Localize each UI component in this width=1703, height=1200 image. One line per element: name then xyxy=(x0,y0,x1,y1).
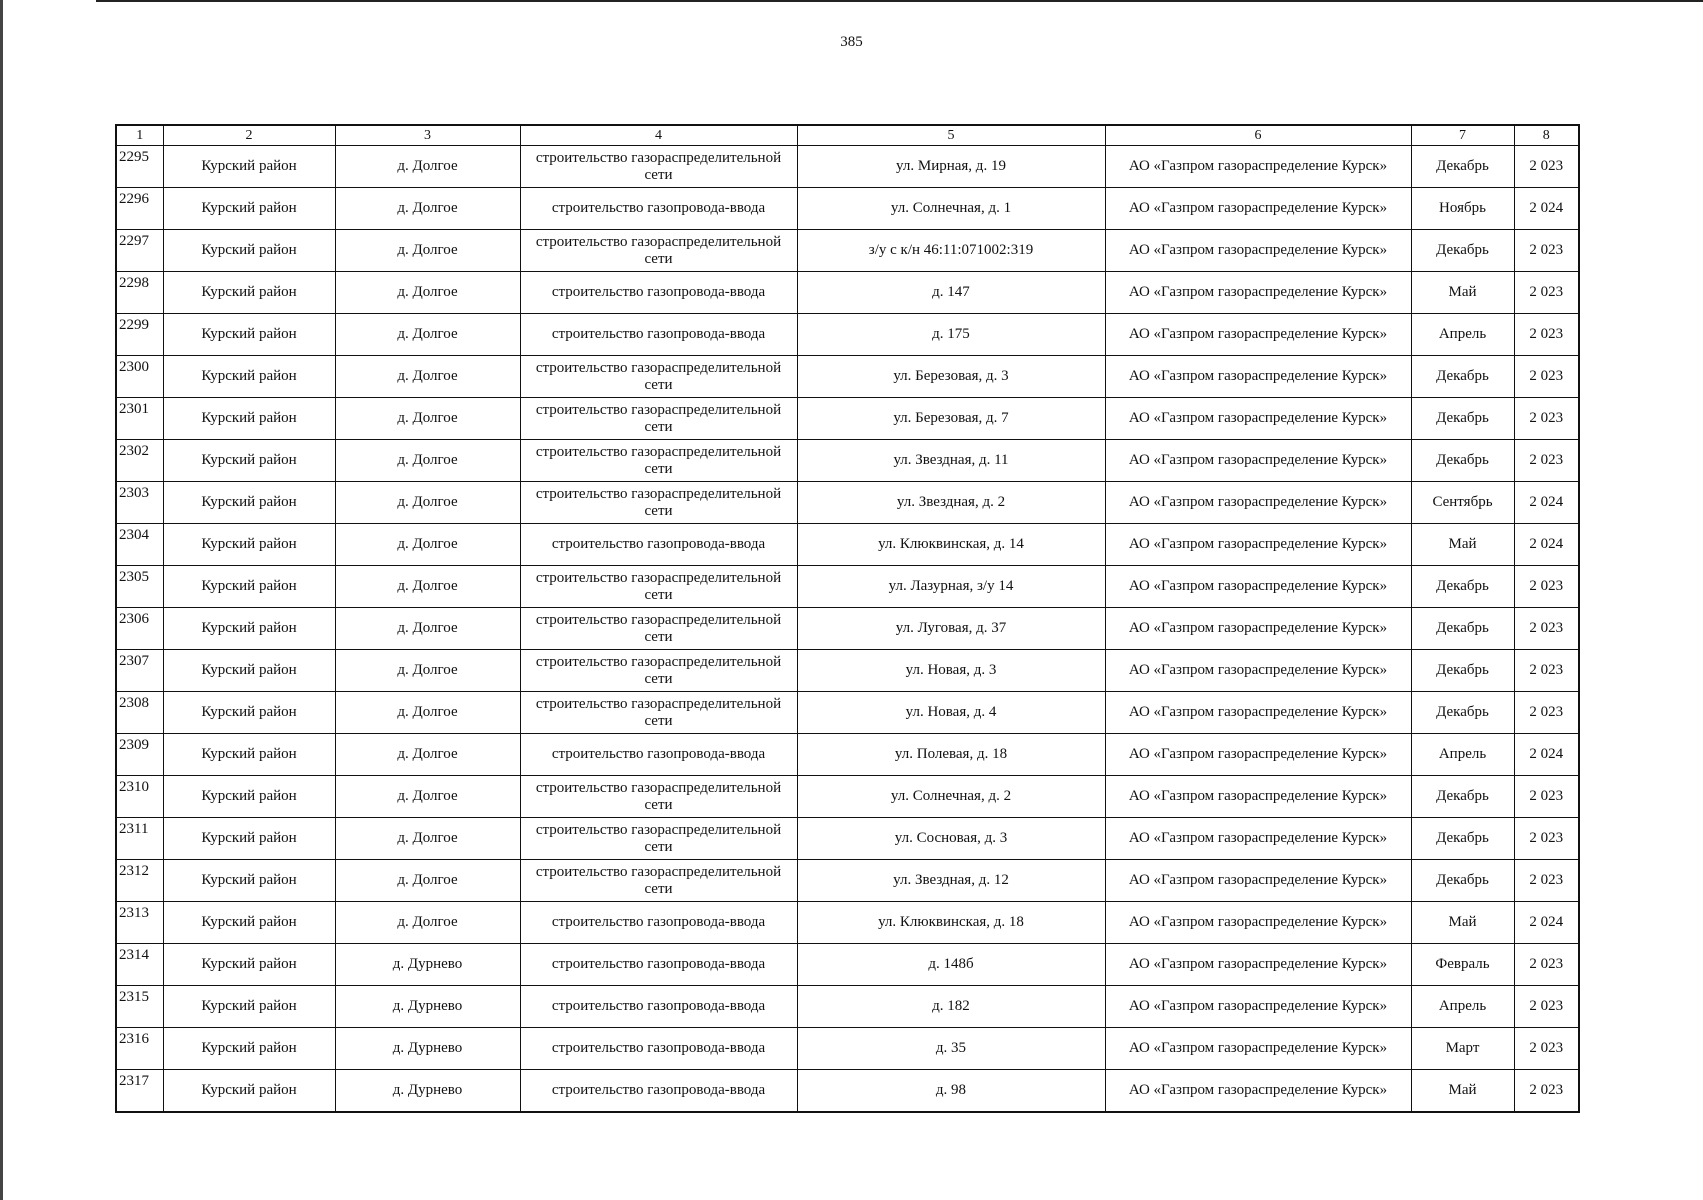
table-row xyxy=(116,524,1579,566)
table-row xyxy=(116,230,1579,272)
row-number-cell: 2314 xyxy=(116,944,163,986)
district-cell: Курский район xyxy=(163,146,335,188)
settlement-cell: д. Долгое xyxy=(335,524,520,566)
work-type-cell: строительство газопровода-ввода xyxy=(520,272,797,314)
settlement-cell: д. Долгое xyxy=(335,230,520,272)
settlement-cell: д. Долгое xyxy=(335,860,520,902)
settlement-cell: д. Долгое xyxy=(335,650,520,692)
table-row xyxy=(116,314,1579,356)
month-cell: Декабрь xyxy=(1411,566,1514,608)
year-cell: 2 023 xyxy=(1514,818,1579,860)
year-cell: 2 023 xyxy=(1514,608,1579,650)
organization-cell: АО «Газпром газораспределение Курск» xyxy=(1105,818,1411,860)
row-number-cell: 2313 xyxy=(116,902,163,944)
work-type-cell: строительство газопровода-ввода xyxy=(520,314,797,356)
row-number-cell: 2295 xyxy=(116,146,163,188)
settlement-cell: д. Долгое xyxy=(335,272,520,314)
district-cell: Курский район xyxy=(163,482,335,524)
settlement-cell: д. Долгое xyxy=(335,566,520,608)
district-cell: Курский район xyxy=(163,230,335,272)
district-cell: Курский район xyxy=(163,902,335,944)
address-cell: ул. Луговая, д. 37 xyxy=(797,608,1105,650)
row-number-cell: 2303 xyxy=(116,482,163,524)
settlement-cell: д. Долгое xyxy=(335,818,520,860)
month-cell: Декабрь xyxy=(1411,356,1514,398)
month-cell: Апрель xyxy=(1411,986,1514,1028)
work-type-cell: строительство газораспределительной сети xyxy=(520,566,797,608)
table-row xyxy=(116,734,1579,776)
year-cell: 2 023 xyxy=(1514,146,1579,188)
district-cell: Курский район xyxy=(163,1028,335,1070)
organization-cell: АО «Газпром газораспределение Курск» xyxy=(1105,734,1411,776)
work-type-cell: строительство газораспределительной сети xyxy=(520,440,797,482)
table-row xyxy=(116,440,1579,482)
settlement-cell: д. Долгое xyxy=(335,902,520,944)
row-number-cell: 2296 xyxy=(116,188,163,230)
month-cell: Апрель xyxy=(1411,314,1514,356)
table-row xyxy=(116,944,1579,986)
organization-cell: АО «Газпром газораспределение Курск» xyxy=(1105,902,1411,944)
work-type-cell: строительство газопровода-ввода xyxy=(520,734,797,776)
district-cell: Курский район xyxy=(163,776,335,818)
district-cell: Курский район xyxy=(163,356,335,398)
organization-cell: АО «Газпром газораспределение Курск» xyxy=(1105,650,1411,692)
column-header: 8 xyxy=(1514,125,1579,146)
settlement-cell: д. Долгое xyxy=(335,608,520,650)
month-cell: Декабрь xyxy=(1411,860,1514,902)
work-type-cell: строительство газораспределительной сети xyxy=(520,860,797,902)
settlement-cell: д. Долгое xyxy=(335,314,520,356)
table-row xyxy=(116,692,1579,734)
year-cell: 2 023 xyxy=(1514,1070,1579,1113)
district-cell: Курский район xyxy=(163,398,335,440)
work-type-cell: строительство газораспределительной сети xyxy=(520,356,797,398)
table-row xyxy=(116,272,1579,314)
address-cell: ул. Звездная, д. 2 xyxy=(797,482,1105,524)
year-cell: 2 023 xyxy=(1514,440,1579,482)
organization-cell: АО «Газпром газораспределение Курск» xyxy=(1105,188,1411,230)
work-type-cell: строительство газопровода-ввода xyxy=(520,1070,797,1113)
address-cell: ул. Лазурная, з/у 14 xyxy=(797,566,1105,608)
row-number-cell: 2312 xyxy=(116,860,163,902)
organization-cell: АО «Газпром газораспределение Курск» xyxy=(1105,314,1411,356)
top-rule xyxy=(96,0,1703,2)
address-cell: д. 148б xyxy=(797,944,1105,986)
organization-cell: АО «Газпром газораспределение Курск» xyxy=(1105,566,1411,608)
district-cell: Курский район xyxy=(163,734,335,776)
month-cell: Май xyxy=(1411,1070,1514,1113)
district-cell: Курский район xyxy=(163,1070,335,1113)
address-cell: ул. Новая, д. 3 xyxy=(797,650,1105,692)
month-cell: Сентябрь xyxy=(1411,482,1514,524)
year-cell: 2 023 xyxy=(1514,692,1579,734)
year-cell: 2 023 xyxy=(1514,944,1579,986)
work-type-cell: строительство газопровода-ввода xyxy=(520,902,797,944)
month-cell: Май xyxy=(1411,272,1514,314)
column-header: 3 xyxy=(335,125,520,146)
row-number-cell: 2299 xyxy=(116,314,163,356)
month-cell: Ноябрь xyxy=(1411,188,1514,230)
work-type-cell: строительство газопровода-ввода xyxy=(520,986,797,1028)
district-cell: Курский район xyxy=(163,566,335,608)
table-row xyxy=(116,776,1579,818)
address-cell: ул. Мирная, д. 19 xyxy=(797,146,1105,188)
work-type-cell: строительство газораспределительной сети xyxy=(520,818,797,860)
row-number-cell: 2304 xyxy=(116,524,163,566)
month-cell: Декабрь xyxy=(1411,692,1514,734)
district-cell: Курский район xyxy=(163,524,335,566)
row-number-cell: 2298 xyxy=(116,272,163,314)
register-table xyxy=(115,124,1580,1113)
address-cell: ул. Клюквинская, д. 14 xyxy=(797,524,1105,566)
organization-cell: АО «Газпром газораспределение Курск» xyxy=(1105,230,1411,272)
month-cell: Декабрь xyxy=(1411,230,1514,272)
column-header: 4 xyxy=(520,125,797,146)
address-cell: ул. Сосновая, д. 3 xyxy=(797,818,1105,860)
table-row xyxy=(116,188,1579,230)
column-header: 5 xyxy=(797,125,1105,146)
address-cell: ул. Солнечная, д. 1 xyxy=(797,188,1105,230)
year-cell: 2 023 xyxy=(1514,1028,1579,1070)
district-cell: Курский район xyxy=(163,818,335,860)
table-row xyxy=(116,986,1579,1028)
organization-cell: АО «Газпром газораспределение Курск» xyxy=(1105,776,1411,818)
organization-cell: АО «Газпром газораспределение Курск» xyxy=(1105,1070,1411,1113)
column-header: 1 xyxy=(116,125,163,146)
scan-edge xyxy=(0,0,3,1200)
month-cell: Декабрь xyxy=(1411,650,1514,692)
organization-cell: АО «Газпром газораспределение Курск» xyxy=(1105,272,1411,314)
organization-cell: АО «Газпром газораспределение Курск» xyxy=(1105,440,1411,482)
year-cell: 2 023 xyxy=(1514,398,1579,440)
organization-cell: АО «Газпром газораспределение Курск» xyxy=(1105,482,1411,524)
settlement-cell: д. Долгое xyxy=(335,440,520,482)
year-cell: 2 023 xyxy=(1514,986,1579,1028)
table-body xyxy=(116,125,1579,1112)
table-row xyxy=(116,650,1579,692)
work-type-cell: строительство газораспределительной сети xyxy=(520,398,797,440)
organization-cell: АО «Газпром газораспределение Курск» xyxy=(1105,146,1411,188)
address-cell: ул. Березовая, д. 3 xyxy=(797,356,1105,398)
column-header: 6 xyxy=(1105,125,1411,146)
table-row xyxy=(116,902,1579,944)
district-cell: Курский район xyxy=(163,272,335,314)
address-cell: ул. Солнечная, д. 2 xyxy=(797,776,1105,818)
settlement-cell: д. Долгое xyxy=(335,482,520,524)
row-number-cell: 2315 xyxy=(116,986,163,1028)
year-cell: 2 024 xyxy=(1514,734,1579,776)
settlement-cell: д. Долгое xyxy=(335,398,520,440)
district-cell: Курский район xyxy=(163,650,335,692)
work-type-cell: строительство газораспределительной сети xyxy=(520,692,797,734)
settlement-cell: д. Долгое xyxy=(335,146,520,188)
row-number-cell: 2301 xyxy=(116,398,163,440)
row-number-cell: 2311 xyxy=(116,818,163,860)
work-type-cell: строительство газораспределительной сети xyxy=(520,146,797,188)
table-row xyxy=(116,1028,1579,1070)
table-row xyxy=(116,566,1579,608)
address-cell: д. 175 xyxy=(797,314,1105,356)
year-cell: 2 024 xyxy=(1514,902,1579,944)
year-cell: 2 024 xyxy=(1514,524,1579,566)
month-cell: Декабрь xyxy=(1411,608,1514,650)
month-cell: Декабрь xyxy=(1411,398,1514,440)
column-header: 7 xyxy=(1411,125,1514,146)
district-cell: Курский район xyxy=(163,440,335,482)
table-row xyxy=(116,146,1579,188)
district-cell: Курский район xyxy=(163,692,335,734)
year-cell: 2 023 xyxy=(1514,314,1579,356)
work-type-cell: строительство газораспределительной сети xyxy=(520,230,797,272)
work-type-cell: строительство газораспределительной сети xyxy=(520,482,797,524)
page-number: 385 xyxy=(840,34,863,50)
address-cell: ул. Полевая, д. 18 xyxy=(797,734,1105,776)
year-cell: 2 023 xyxy=(1514,230,1579,272)
address-cell: д. 182 xyxy=(797,986,1105,1028)
district-cell: Курский район xyxy=(163,314,335,356)
organization-cell: АО «Газпром газораспределение Курск» xyxy=(1105,944,1411,986)
address-cell: ул. Клюквинская, д. 18 xyxy=(797,902,1105,944)
address-cell: ул. Новая, д. 4 xyxy=(797,692,1105,734)
month-cell: Декабрь xyxy=(1411,440,1514,482)
district-cell: Курский район xyxy=(163,608,335,650)
month-cell: Апрель xyxy=(1411,734,1514,776)
row-number-cell: 2309 xyxy=(116,734,163,776)
work-type-cell: строительство газопровода-ввода xyxy=(520,188,797,230)
organization-cell: АО «Газпром газораспределение Курск» xyxy=(1105,1028,1411,1070)
year-cell: 2 023 xyxy=(1514,776,1579,818)
organization-cell: АО «Газпром газораспределение Курск» xyxy=(1105,986,1411,1028)
table-row xyxy=(116,398,1579,440)
settlement-cell: д. Долгое xyxy=(335,776,520,818)
address-cell: з/у с к/н 46:11:071002:319 xyxy=(797,230,1105,272)
table-row xyxy=(116,860,1579,902)
month-cell: Май xyxy=(1411,902,1514,944)
year-cell: 2 023 xyxy=(1514,566,1579,608)
address-cell: д. 35 xyxy=(797,1028,1105,1070)
row-number-cell: 2297 xyxy=(116,230,163,272)
district-cell: Курский район xyxy=(163,860,335,902)
organization-cell: АО «Газпром газораспределение Курск» xyxy=(1105,524,1411,566)
row-number-cell: 2300 xyxy=(116,356,163,398)
month-cell: Май xyxy=(1411,524,1514,566)
month-cell: Декабрь xyxy=(1411,818,1514,860)
column-header: 2 xyxy=(163,125,335,146)
settlement-cell: д. Дурнево xyxy=(335,944,520,986)
year-cell: 2 023 xyxy=(1514,356,1579,398)
organization-cell: АО «Газпром газораспределение Курск» xyxy=(1105,398,1411,440)
settlement-cell: д. Дурнево xyxy=(335,1028,520,1070)
year-cell: 2 024 xyxy=(1514,188,1579,230)
table-row xyxy=(116,608,1579,650)
work-type-cell: строительство газопровода-ввода xyxy=(520,944,797,986)
district-cell: Курский район xyxy=(163,188,335,230)
table-row xyxy=(116,1070,1579,1113)
row-number-cell: 2316 xyxy=(116,1028,163,1070)
work-type-cell: строительство газораспределительной сети xyxy=(520,650,797,692)
row-number-cell: 2305 xyxy=(116,566,163,608)
address-cell: ул. Березовая, д. 7 xyxy=(797,398,1105,440)
settlement-cell: д. Долгое xyxy=(335,356,520,398)
district-cell: Курский район xyxy=(163,986,335,1028)
address-cell: ул. Звездная, д. 12 xyxy=(797,860,1105,902)
address-cell: ул. Звездная, д. 11 xyxy=(797,440,1105,482)
organization-cell: АО «Газпром газораспределение Курск» xyxy=(1105,860,1411,902)
table-row xyxy=(116,356,1579,398)
year-cell: 2 023 xyxy=(1514,272,1579,314)
organization-cell: АО «Газпром газораспределение Курск» xyxy=(1105,356,1411,398)
work-type-cell: строительство газораспределительной сети xyxy=(520,776,797,818)
work-type-cell: строительство газопровода-ввода xyxy=(520,1028,797,1070)
row-number-cell: 2310 xyxy=(116,776,163,818)
organization-cell: АО «Газпром газораспределение Курск» xyxy=(1105,692,1411,734)
address-cell: д. 98 xyxy=(797,1070,1105,1113)
month-cell: Март xyxy=(1411,1028,1514,1070)
work-type-cell: строительство газораспределительной сети xyxy=(520,608,797,650)
year-cell: 2 023 xyxy=(1514,650,1579,692)
address-cell: д. 147 xyxy=(797,272,1105,314)
row-number-cell: 2302 xyxy=(116,440,163,482)
month-cell: Декабрь xyxy=(1411,776,1514,818)
settlement-cell: д. Долгое xyxy=(335,188,520,230)
header-row xyxy=(116,125,1579,146)
organization-cell: АО «Газпром газораспределение Курск» xyxy=(1105,608,1411,650)
table-row xyxy=(116,482,1579,524)
settlement-cell: д. Долгое xyxy=(335,734,520,776)
work-type-cell: строительство газопровода-ввода xyxy=(520,524,797,566)
month-cell: Февраль xyxy=(1411,944,1514,986)
settlement-cell: д. Дурнево xyxy=(335,986,520,1028)
row-number-cell: 2306 xyxy=(116,608,163,650)
settlement-cell: д. Долгое xyxy=(335,692,520,734)
table-row xyxy=(116,818,1579,860)
district-cell: Курский район xyxy=(163,944,335,986)
month-cell: Декабрь xyxy=(1411,146,1514,188)
year-cell: 2 023 xyxy=(1514,860,1579,902)
row-number-cell: 2317 xyxy=(116,1070,163,1113)
row-number-cell: 2307 xyxy=(116,650,163,692)
settlement-cell: д. Дурнево xyxy=(335,1070,520,1113)
row-number-cell: 2308 xyxy=(116,692,163,734)
year-cell: 2 024 xyxy=(1514,482,1579,524)
